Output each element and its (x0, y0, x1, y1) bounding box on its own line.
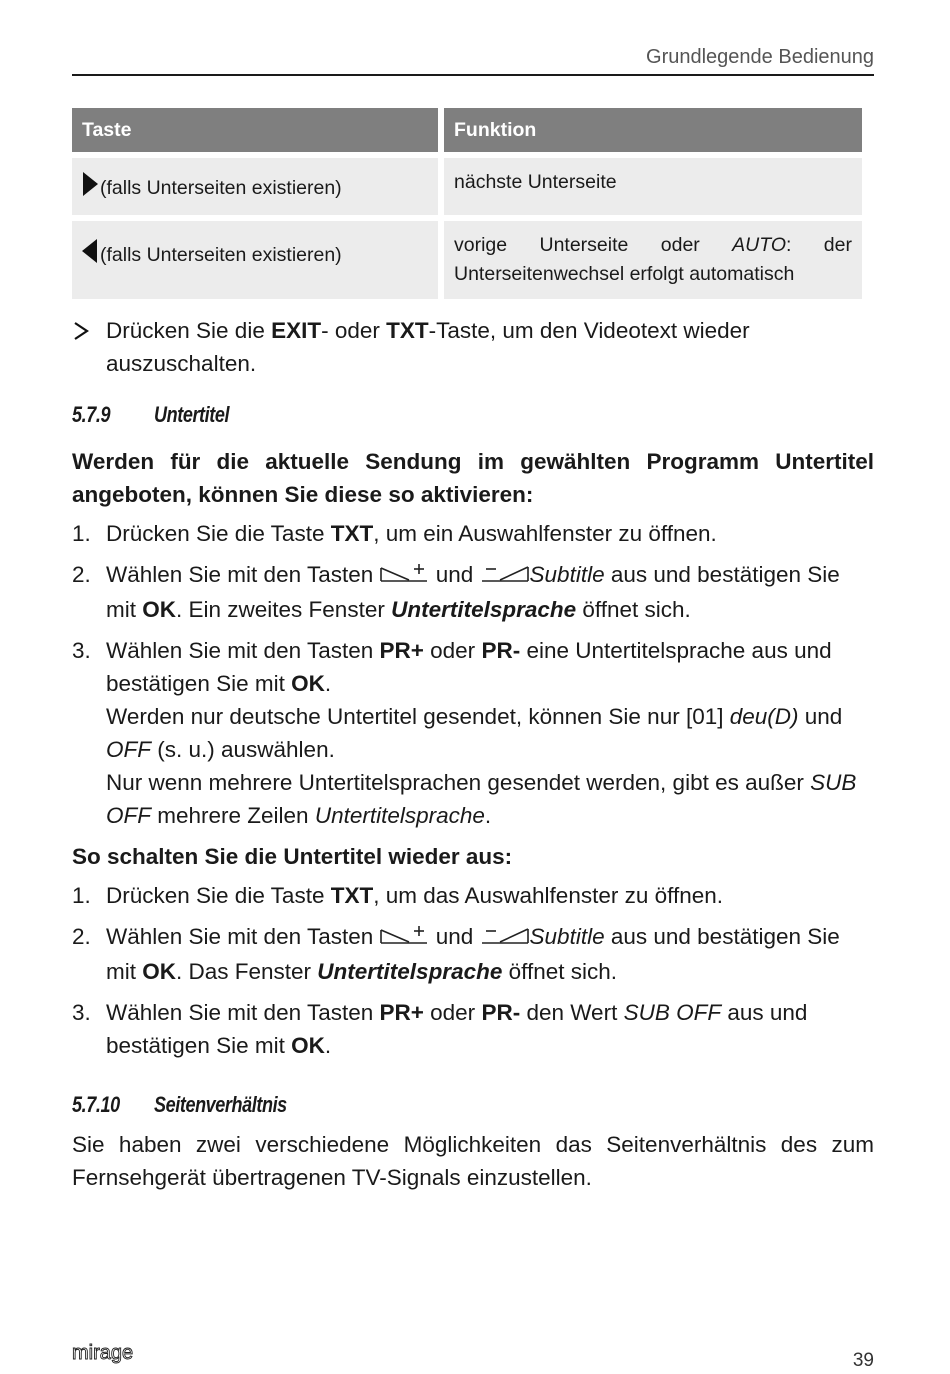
section-title: Seitenverhältnis (154, 1092, 287, 1117)
deactivate-steps-list (72, 879, 874, 1062)
deactivate-heading: So schalten Sie die Untertitel wieder aus: (72, 844, 513, 869)
list-item: 1. Drücken Sie die Taste TXT, um das Auswahlfenster zu öffnen. (72, 883, 724, 908)
page-down-key-icon (480, 560, 530, 593)
list-item: 3. Wählen Sie mit den Tasten PR+ oder PR- eine Untertitelsprache aus und bestätigen Sie mit OK. Werden nur deutsche Untertitel gesendet, können Sie nur [01] deu(D) und OFF (s. u.) auswählen. Nur wenn mehrere Untertitelsprachen gesendet werden, gibt es außer SUB OFF mehrere Zeilen Untertitelsprache. (72, 638, 857, 828)
aspect-ratio-paragraph: Sie haben zwei verschiedene Möglichkeiten das Seitenverhältnis des zum Fernsehgerät übertragenen TV-Signals einzustellen. (72, 1132, 874, 1190)
function-text: nächste Unterseite (454, 171, 617, 193)
function-emphasis: AUTO (732, 234, 786, 256)
mirage-logo (72, 1342, 156, 1364)
triangle-right-icon (82, 172, 98, 205)
section-title: Untertitel (154, 402, 230, 427)
key-text: (falls Unterseiten existieren) (100, 177, 342, 199)
list-item: 2. Wählen Sie mit den Tasten und Subtitle aus und bestätigen Sie mit OK. Ein zweites Fenster Untertitelsprache öffnet sich. (72, 562, 840, 622)
page-up-key-icon (379, 560, 429, 593)
table-cell-function (444, 158, 862, 215)
bullet-text: Drücken Sie die EXIT- oder TXT-Taste, um den Videotext wieder auszuschalten. (106, 318, 750, 376)
list-item: 3. Wählen Sie mit den Tasten PR+ oder PR- den Wert SUB OFF aus und bestätigen Sie mit OK. (72, 1000, 808, 1058)
header-title: Grundlegende Bedienung (646, 46, 874, 68)
key-function-table (66, 102, 868, 305)
table-cell-key (72, 158, 438, 215)
column-header-function: Funktion (444, 108, 862, 152)
function-text: : der Unterseitenwechsel erfolgt automatisch (454, 234, 852, 285)
section-heading-aspect-ratio (72, 1092, 287, 1118)
triangle-left-icon (82, 239, 98, 272)
page-header (72, 46, 874, 76)
table-cell-key (72, 221, 438, 299)
list-item: 2. Wählen Sie mit den Tasten und Subtitle aus und bestätigen Sie mit OK. Das Fenster Untertitelsprache öffnet sich. (72, 924, 840, 984)
svg-text:mirage: mirage (72, 1342, 134, 1364)
section-subtitles-body (72, 445, 874, 1070)
table-row (72, 158, 862, 215)
activate-steps-list (72, 517, 874, 832)
section-number: 5.7.10 (72, 1092, 120, 1117)
intro-paragraph: Werden für die aktuelle Sendung im gewählten Programm Untertitel angeboten, können Sie diese so aktivieren: (72, 449, 874, 507)
instruction-bullet (72, 314, 874, 380)
function-text: vorige Unterseite oder (454, 234, 733, 256)
manual-page (72, 0, 874, 1374)
list-item: 1. Drücken Sie die Taste TXT, um ein Auswahlfenster zu öffnen. (72, 521, 717, 546)
page-down-key-icon (480, 922, 530, 955)
table-header-row (72, 108, 862, 152)
section-number: 5.7.9 (72, 402, 111, 427)
table-row (72, 221, 862, 299)
table-cell-function (444, 221, 862, 299)
section-heading-subtitles (72, 402, 229, 428)
page-number: 39 (852, 1350, 874, 1371)
key-text: (falls Unterseiten existieren) (100, 244, 342, 266)
page-up-key-icon (379, 922, 429, 955)
arrow-bullet-icon (72, 314, 90, 356)
column-header-key: Taste (72, 108, 438, 152)
